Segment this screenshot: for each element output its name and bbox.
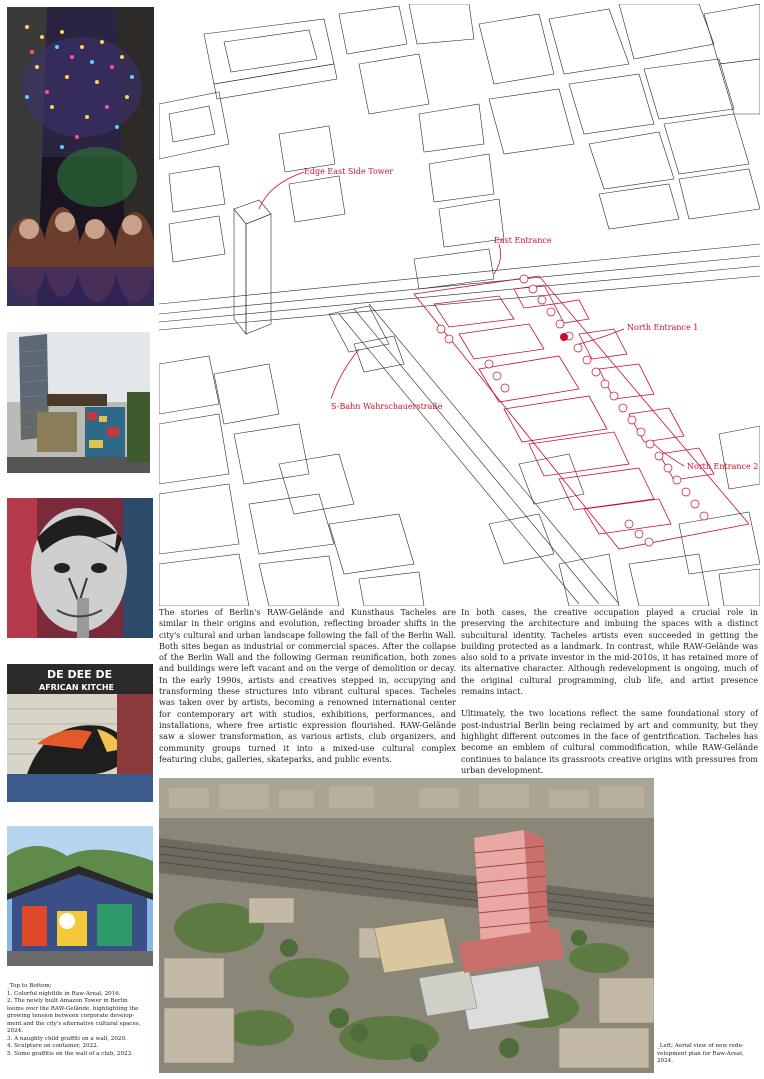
photo-amazon-tower [7, 332, 150, 473]
photo-container-sculpture [7, 664, 153, 802]
caption-line: 5. Some graffitis on the wall of a club, 2023. [7, 1050, 133, 1057]
caption-line: velopment plan for Raw-Areal, [657, 1050, 744, 1057]
label-sbahn: S-Bahn Wahrschauerstraße [331, 402, 443, 411]
photo-nightlife [7, 7, 154, 306]
sign-top: DE DEE DE [47, 668, 113, 681]
aerial-caption [657, 1043, 763, 1066]
caption-line: _Top to Bottom; [7, 983, 52, 989]
caption-line: 1. Colorful nightlife in Raw-Areal, 2016. [7, 990, 121, 997]
sign-bottom: AFRICAN KITCHE [39, 683, 114, 692]
paragraph: In both cases, the creative occupation played a crucial role in preserving the architecture and imbuing the spaces with a distinct subcultural identity. Tacheles artists even succeeded in getting the building protected as a landmark. In contrast, while RAW-Gelände was also sold to a private investor in the mid-2010s, it has retained more of its alternative character. Although redevelopment is ongoing, much of the original cultural programming, club life, and artist presence remains intact. [461, 607, 758, 697]
paragraph: Ultimately, the two locations reflect the same foundational story of post-industrial Berlin being reclaimed by art and community, but they highlight different outcomes in the face of gentrification. Tacheles has become an emblem of cultural commodification, while RAW-Gelände continues to balance its grassroots creative origins with pressures from urban development. [461, 708, 758, 775]
caption-line: 2024. [7, 1028, 24, 1034]
label-north-entrance-2: North Entrance 2 [687, 462, 759, 471]
body-text-left [159, 607, 456, 776]
label-edge-tower: Edge East Side Tower [304, 167, 394, 176]
label-east-entrance: East Entrance [494, 236, 552, 245]
caption-line: looms over the RAW-Gelände, highlighting the [7, 1005, 139, 1012]
caption-line: 2024. [657, 1058, 674, 1064]
label-north-entrance-1: North Entrance 1 [627, 323, 699, 332]
paragraph: The stories of Berlin's RAW-Gelände and Kunsthaus Tacheles are similar in their origins and evolution, reflecting broader shifts in the city's cultural and urban landscape following the fall of the Berlin Wall. Both sites began as industrial or commercial spaces. After the collapse of the Berlin Wall and the following German reunification, both zones and buildings were left vacant and on the verge of demolition or decay. In the early 1990s, artists and creatives stepped in, occupying and transforming these structures into vibrant cultural spaces. Tacheles was taken over by artists, becoming a renowned international center for contemporary art with studios, exhibitions, performances, and installations, where free artistic expression flourished. RAW-Gelände saw a slower transformation, as various artists, club organizers, and community groups turned it into a mixed-use cultural complex featuring clubs, galleries, skateparks, and public events. [159, 607, 456, 764]
caption-line: growing tension between corporate develop- [7, 1013, 135, 1019]
caption-line: 4. Sculpture on container, 2022. [7, 1043, 99, 1049]
photo-captions-left [7, 983, 157, 1058]
aerial-view-redevelopment [159, 778, 654, 1073]
caption-line: _Left; Aerial view of new rede- [657, 1043, 744, 1049]
caption-line: 2. The newly built Amazon Tower in Berlin [7, 998, 128, 1004]
axonometric-site-map [159, 4, 760, 606]
body-text-right [461, 607, 758, 787]
site-marker [560, 333, 568, 341]
caption-line: ment and the city's alternative cultural spaces, [7, 1020, 141, 1027]
photo-child-graffiti [7, 498, 153, 638]
photo-club-wall-graffiti [7, 826, 153, 966]
caption-line: 3. A naughty child graffiti on a wall, 2020. [7, 1035, 127, 1042]
